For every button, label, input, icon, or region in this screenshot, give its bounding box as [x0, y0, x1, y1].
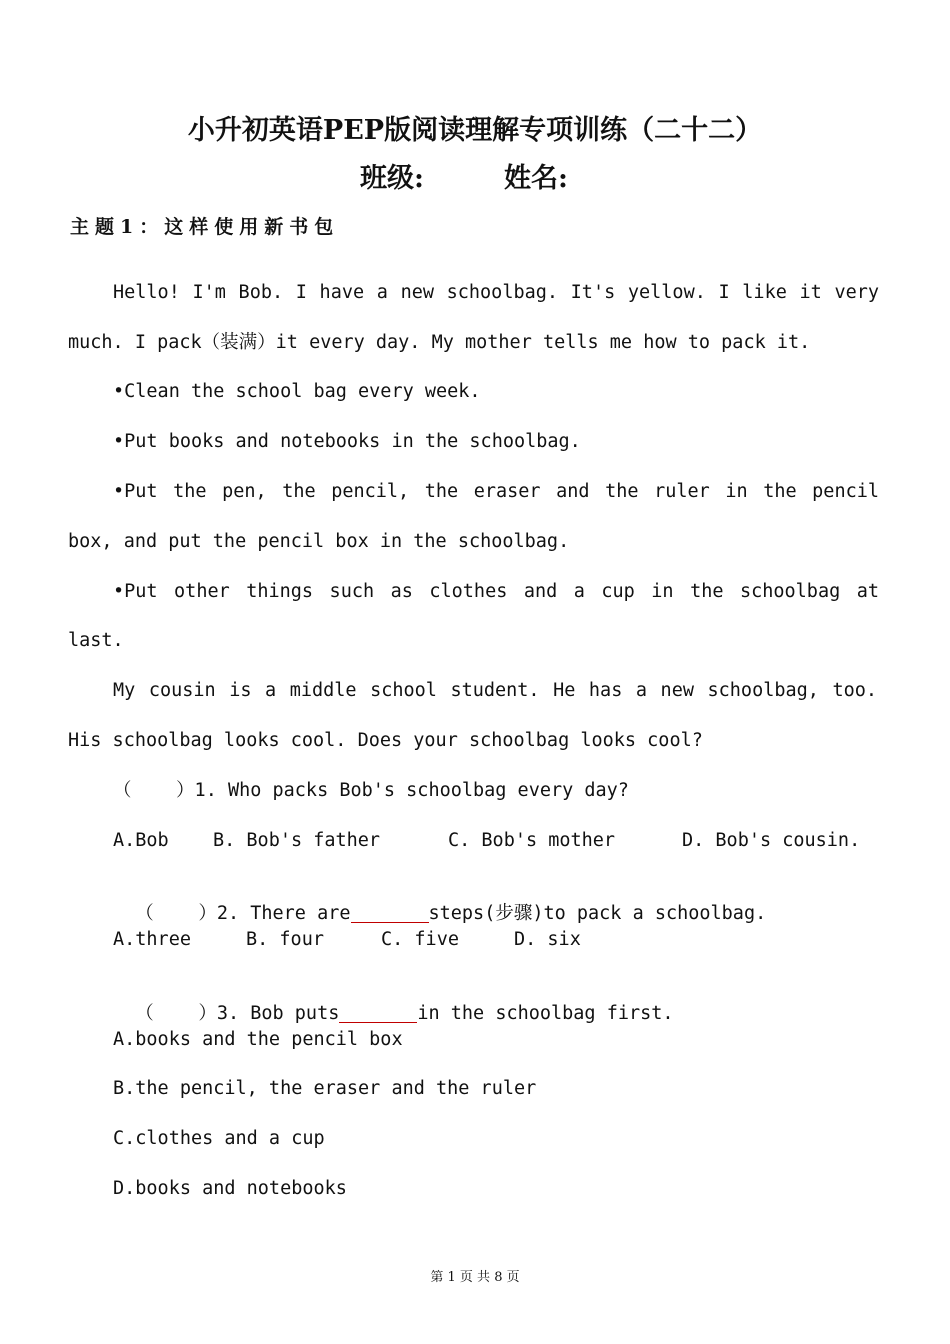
question-1: （ ）1. Who packs Bob's schoolbag every day?: [113, 780, 629, 801]
option-b: B.the pencil, the eraser and the ruler: [113, 1078, 537, 1099]
page-title: 小升初英语PEP版阅读理解专项训练（二十二）: [187, 115, 763, 146]
answer-blank[interactable]: [351, 904, 429, 923]
name-label: 姓名:: [504, 163, 568, 194]
passage-line: His schoolbag looks cool. Does your schoolbag looks cool?: [68, 730, 703, 751]
question-2-text-end: steps(步骤)to pack a schoolbag.: [428, 903, 767, 924]
question-3-text-end: in the schoolbag first.: [417, 1003, 674, 1024]
question-2: [113, 878, 766, 926]
step-item: •Put books and notebooks in the schoolbag.: [113, 431, 581, 452]
option-a: A.books and the pencil box: [113, 1029, 403, 1050]
page-footer: 第 1 页 共 8 页: [430, 1270, 520, 1285]
question-2-options: [113, 928, 713, 952]
option-b: B. four: [246, 929, 324, 950]
question-1-options: [113, 829, 913, 853]
step-item-continued: last.: [68, 630, 124, 651]
step-item: •Put other things such as clothes and a cup in the schoolbag at: [113, 581, 879, 602]
option-d: D.books and notebooks: [113, 1178, 347, 1199]
option-b: B. Bob's father: [213, 830, 381, 851]
answer-blank[interactable]: [339, 1004, 417, 1023]
option-d: D. Bob's cousin.: [682, 830, 861, 851]
topic-heading: 主题1：这样使用新书包: [70, 216, 340, 238]
passage-line: My cousin is a middle school student. He has a new schoolbag, too.: [113, 680, 877, 701]
passage-line: Hello! I'm Bob. I have a new schoolbag. It's yellow. I like it very: [113, 282, 879, 303]
option-c: C. Bob's mother: [448, 830, 616, 851]
step-item: •Put the pen, the pencil, the eraser and the ruler in the pencil: [113, 481, 879, 502]
question-3: [113, 978, 674, 1026]
option-c: C. five: [381, 929, 459, 950]
class-name-line: [360, 156, 568, 195]
option-c: C.clothes and a cup: [113, 1128, 325, 1149]
option-a: A.three: [113, 929, 191, 950]
question-2-text: （ ）2. There are: [135, 903, 351, 924]
step-item: •Clean the school bag every week.: [113, 381, 481, 402]
step-item-continued: box, and put the pencil box in the schoolbag.: [68, 531, 570, 552]
passage-line: much. I pack（装满）it every day. My mother tells me how to pack it.: [68, 332, 811, 353]
option-d: D. six: [514, 929, 581, 950]
question-3-text: （ ）3. Bob puts: [135, 1003, 340, 1024]
class-label: 班级:: [360, 163, 424, 194]
option-a: A.Bob: [113, 830, 169, 851]
